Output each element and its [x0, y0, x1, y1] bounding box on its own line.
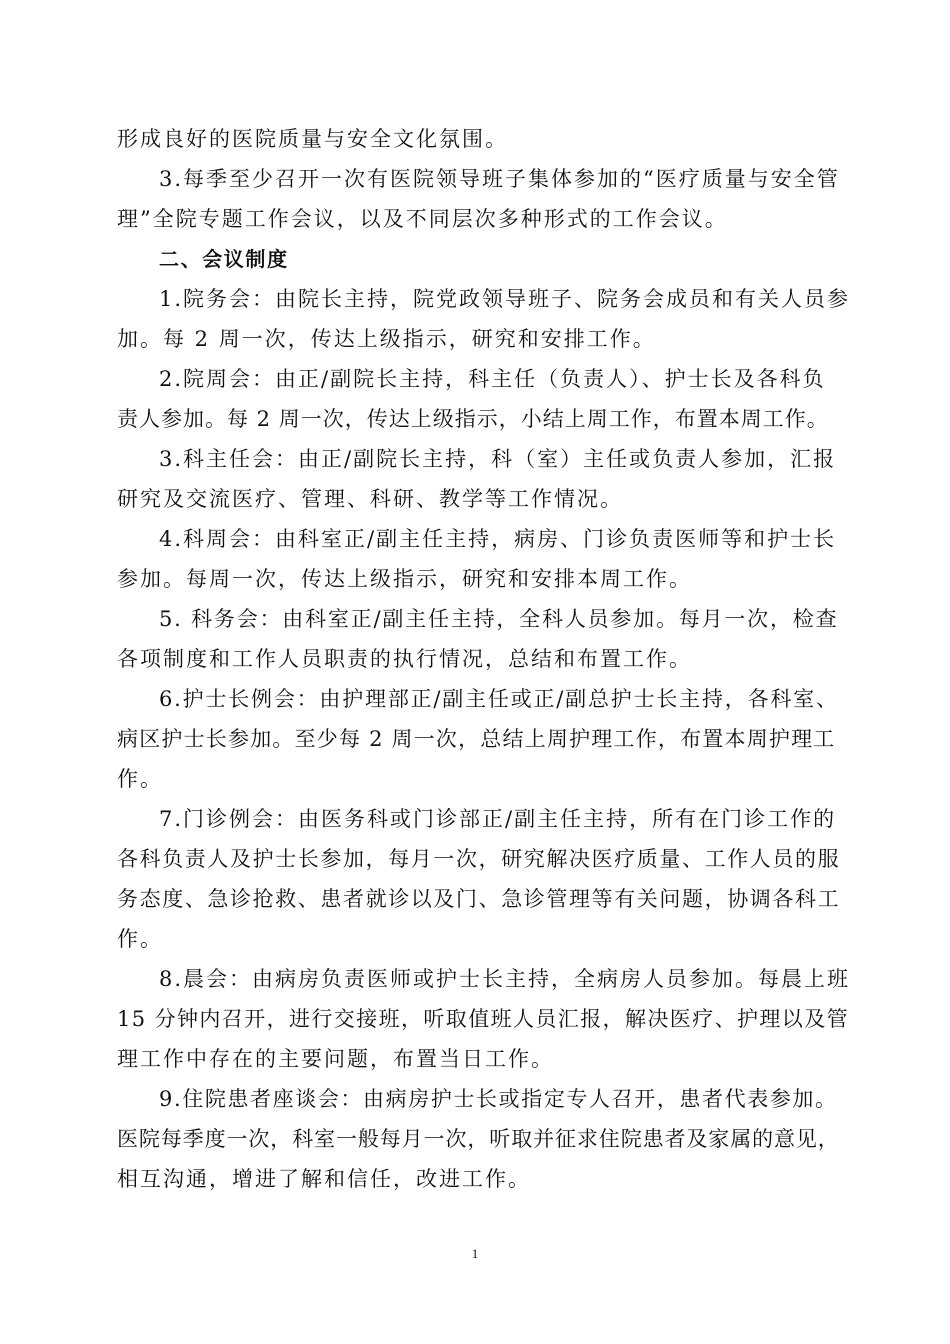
section-heading: 二、会议制度 [159, 247, 289, 271]
text-line: 形成良好的医院质量与安全文化氛围。 [117, 127, 508, 151]
text-line: 各科负责人及护士长参加，每月一次，研究解决医疗质量、工作人员的服 [117, 847, 841, 871]
text-line: 作。 [117, 927, 163, 951]
text-line: 加。每 2 周一次，传达上级指示，研究和安排工作。 [117, 327, 656, 351]
text-line: 参加。每周一次，传达上级指示，研究和安排本周工作。 [117, 567, 692, 591]
text-line: 4.科周会：由科室正/副主任主持，病房、门诊负责医师等和护士长 [159, 527, 837, 551]
text-line: 各项制度和工作人员职责的执行情况，总结和布置工作。 [117, 647, 692, 671]
text-line: 3.每季至少召开一次有医院领导班子集体参加的“医疗质量与安全管 [159, 167, 840, 191]
text-line: 务态度、急诊抢救、患者就诊以及门、急诊管理等有关问题，协调各科工 [117, 887, 841, 911]
text-line: 5. 科务会：由科室正/副主任主持，全科人员参加。每月一次，检查 [159, 607, 839, 631]
text-line: 9.住院患者座谈会：由病房护士长或指定专人召开，患者代表参加。 [159, 1087, 838, 1111]
text-line: 1.院务会：由院长主持，院党政领导班子、院务会成员和有关人员参 [159, 287, 851, 311]
text-line: 责人参加。每 2 周一次，传达上级指示，小结上周工作，布置本周工作。 [117, 407, 829, 431]
text-line: 医院每季度一次，科室一般每月一次，听取并征求住院患者及家属的意见， [117, 1127, 840, 1151]
text-line: 理”全院专题工作会议，以及不同层次多种形式的工作会议。 [117, 207, 728, 231]
text-line: 作。 [117, 767, 163, 791]
text-line: 病区护士长参加。至少每 2 周一次，总结上周护理工作，布置本周护理工 [117, 727, 836, 751]
page-number: 1 [471, 1246, 479, 1261]
text-line: 研究及交流医疗、管理、科研、教学等工作情况。 [117, 487, 623, 511]
text-line: 2.院周会：由正/副院长主持，科主任（负责人）、护士长及各科负 [159, 367, 826, 391]
text-line: 相互沟通，增进了解和信任，改进工作。 [117, 1167, 531, 1191]
text-line: 8.晨会：由病房负责医师或护士长主持，全病房人员参加。每晨上班 [159, 967, 851, 991]
text-line: 15 分钟内召开，进行交接班，听取值班人员汇报，解决医疗、护理以及管 [117, 1007, 849, 1031]
text-line: 理工作中存在的主要问题，布置当日工作。 [117, 1047, 554, 1071]
text-line: 6.护士长例会：由护理部正/副主任或正/副总护士长主持，各科室、 [159, 687, 839, 711]
text-line: 7.门诊例会：由医务科或门诊部正/副主任主持，所有在门诊工作的 [159, 807, 837, 831]
text-line: 3.科主任会：由正/副院长主持，科（室）主任或负责人参加，汇报 [159, 447, 837, 471]
